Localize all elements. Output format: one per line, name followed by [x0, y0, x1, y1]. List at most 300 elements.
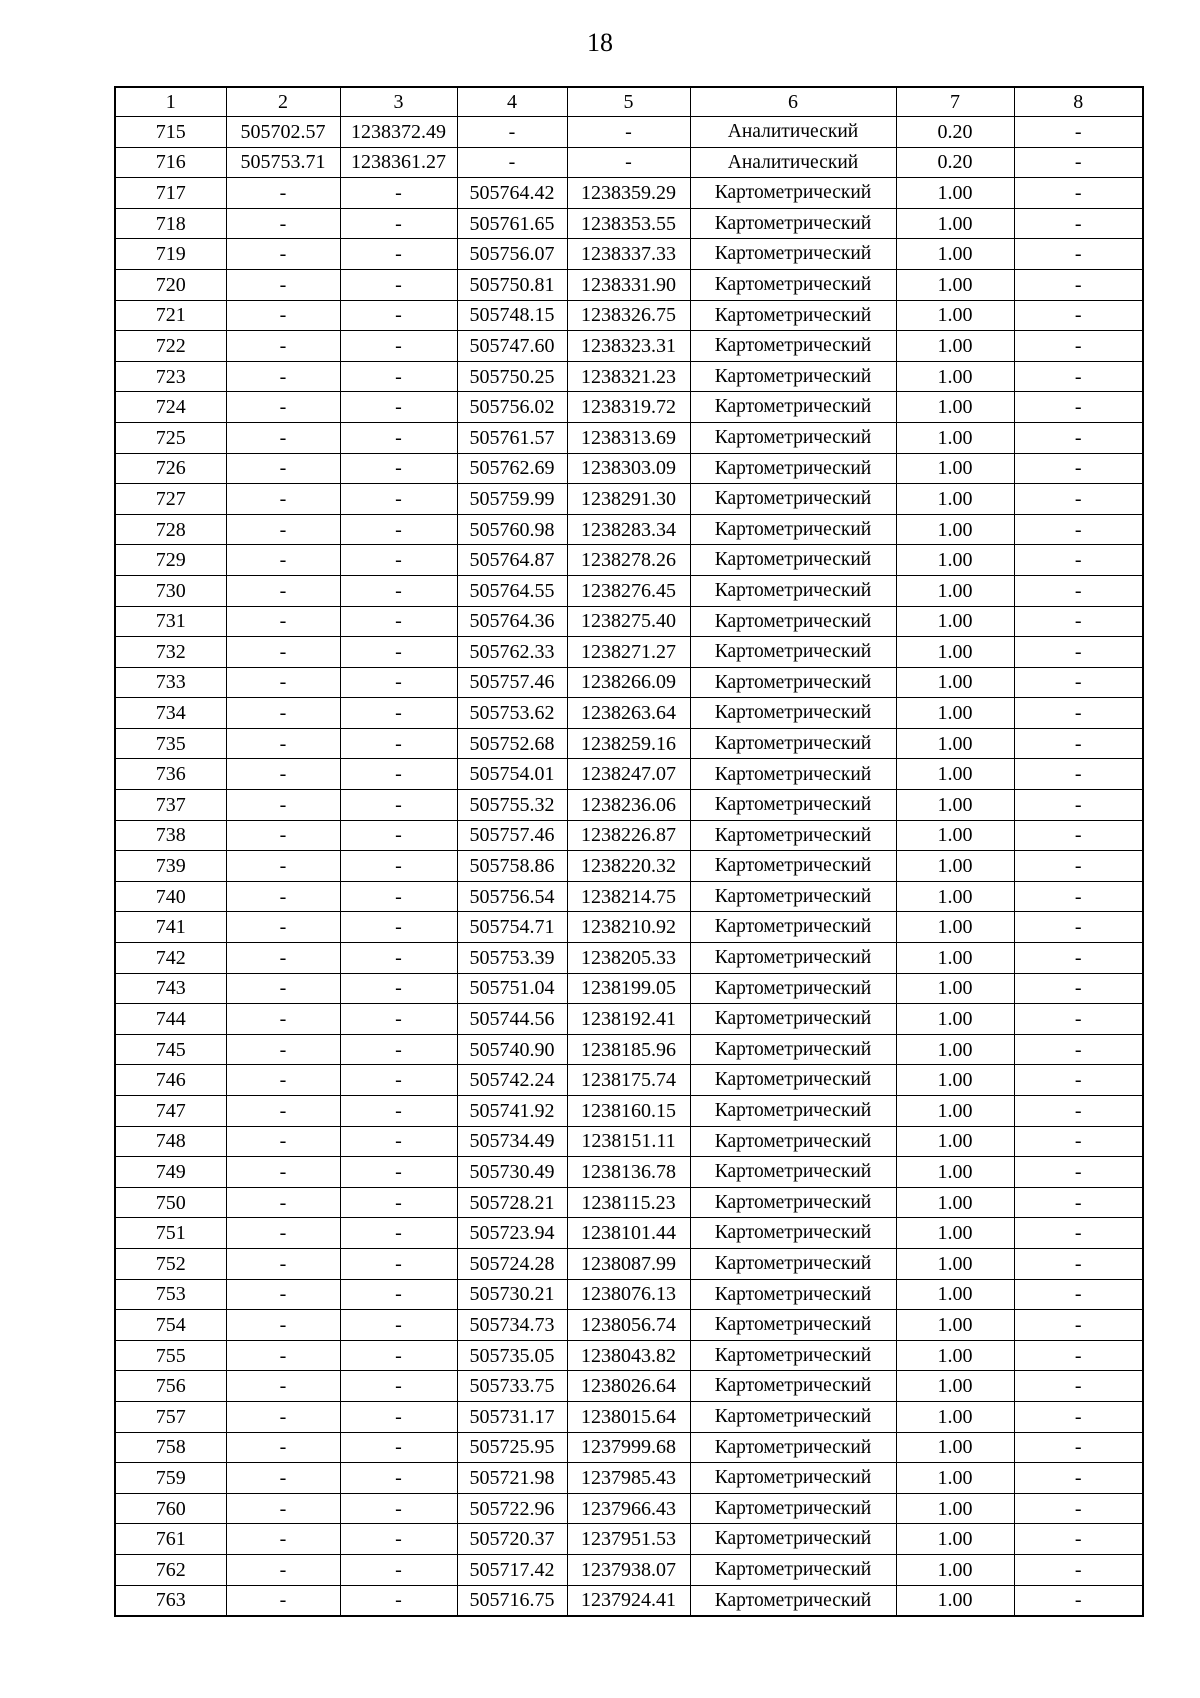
cell-col-1: 738	[115, 820, 226, 851]
cell-col-6: Картометрический	[690, 1096, 896, 1127]
cell-col-4: 505760.98	[457, 514, 567, 545]
cell-col-7: 0.20	[896, 117, 1014, 148]
cell-col-1: 727	[115, 484, 226, 515]
table-row	[115, 790, 1143, 821]
cell-col-2: -	[226, 1004, 340, 1035]
cell-col-5: 1238226.87	[567, 820, 690, 851]
cell-col-3: -	[340, 728, 457, 759]
cell-col-8: -	[1014, 1371, 1143, 1402]
cell-col-2: -	[226, 790, 340, 821]
cell-col-8: -	[1014, 790, 1143, 821]
cell-col-8: -	[1014, 1554, 1143, 1585]
cell-col-5: -	[567, 147, 690, 178]
cell-col-8: -	[1014, 973, 1143, 1004]
cell-col-7: 1.00	[896, 1279, 1014, 1310]
cell-col-6: Картометрический	[690, 575, 896, 606]
cell-col-1: 723	[115, 361, 226, 392]
cell-col-7: 1.00	[896, 239, 1014, 270]
cell-col-7: 1.00	[896, 943, 1014, 974]
cell-col-3: -	[340, 820, 457, 851]
cell-col-8: -	[1014, 698, 1143, 729]
cell-col-6: Картометрический	[690, 1065, 896, 1096]
cell-col-7: 1.00	[896, 575, 1014, 606]
cell-col-8: -	[1014, 1401, 1143, 1432]
cell-col-2: -	[226, 1157, 340, 1188]
cell-col-8: -	[1014, 117, 1143, 148]
cell-col-3: -	[340, 667, 457, 698]
cell-col-2: -	[226, 1524, 340, 1555]
cell-col-3: -	[340, 1218, 457, 1249]
cell-col-4: 505764.87	[457, 545, 567, 576]
cell-col-2: -	[226, 1218, 340, 1249]
cell-col-1: 741	[115, 912, 226, 943]
cell-col-5: 1237966.43	[567, 1493, 690, 1524]
cell-col-1: 733	[115, 667, 226, 698]
cell-col-5: 1238303.09	[567, 453, 690, 484]
cell-col-2: -	[226, 453, 340, 484]
cell-col-3: -	[340, 1034, 457, 1065]
cell-col-6: Картометрический	[690, 453, 896, 484]
cell-col-7: 1.00	[896, 269, 1014, 300]
cell-col-4: 505733.75	[457, 1371, 567, 1402]
cell-col-8: -	[1014, 1493, 1143, 1524]
cell-col-2: -	[226, 973, 340, 1004]
table-row	[115, 881, 1143, 912]
cell-col-3: -	[340, 1524, 457, 1555]
cell-col-7: 1.00	[896, 698, 1014, 729]
cell-col-1: 720	[115, 269, 226, 300]
cell-col-4: 505764.42	[457, 178, 567, 209]
cell-col-2: -	[226, 1126, 340, 1157]
cell-col-8: -	[1014, 912, 1143, 943]
cell-col-2: -	[226, 759, 340, 790]
cell-col-5: 1237924.41	[567, 1585, 690, 1616]
cell-col-2: -	[226, 484, 340, 515]
table-row	[115, 1340, 1143, 1371]
cell-col-6: Картометрический	[690, 300, 896, 331]
cell-col-1: 757	[115, 1401, 226, 1432]
cell-col-4: 505757.46	[457, 667, 567, 698]
cell-col-1: 754	[115, 1310, 226, 1341]
cell-col-2: -	[226, 300, 340, 331]
cell-col-1: 716	[115, 147, 226, 178]
cell-col-4: 505742.24	[457, 1065, 567, 1096]
coordinates-table	[114, 86, 1144, 1617]
column-header-2: 2	[226, 87, 340, 117]
cell-col-3: 1238372.49	[340, 117, 457, 148]
table-row	[115, 820, 1143, 851]
cell-col-4: 505744.56	[457, 1004, 567, 1035]
cell-col-5: 1237938.07	[567, 1554, 690, 1585]
cell-col-7: 1.00	[896, 1065, 1014, 1096]
cell-col-2: 505753.71	[226, 147, 340, 178]
cell-col-4: 505723.94	[457, 1218, 567, 1249]
cell-col-1: 724	[115, 392, 226, 423]
cell-col-6: Картометрический	[690, 331, 896, 362]
cell-col-6: Картометрический	[690, 1126, 896, 1157]
table-row	[115, 269, 1143, 300]
cell-col-3: -	[340, 606, 457, 637]
cell-col-4: 505724.28	[457, 1248, 567, 1279]
cell-col-2: -	[226, 1096, 340, 1127]
cell-col-1: 740	[115, 881, 226, 912]
cell-col-7: 1.00	[896, 1096, 1014, 1127]
table-row	[115, 1554, 1143, 1585]
cell-col-7: 1.00	[896, 667, 1014, 698]
cell-col-1: 748	[115, 1126, 226, 1157]
cell-col-5: 1238175.74	[567, 1065, 690, 1096]
table-row	[115, 422, 1143, 453]
cell-col-7: 1.00	[896, 545, 1014, 576]
cell-col-4: -	[457, 117, 567, 148]
cell-col-5: 1238199.05	[567, 973, 690, 1004]
cell-col-4: 505716.75	[457, 1585, 567, 1616]
cell-col-5: 1238136.78	[567, 1157, 690, 1188]
cell-col-4: 505731.17	[457, 1401, 567, 1432]
cell-col-4: 505754.01	[457, 759, 567, 790]
cell-col-1: 718	[115, 208, 226, 239]
cell-col-2: -	[226, 1279, 340, 1310]
cell-col-2: -	[226, 881, 340, 912]
cell-col-5: 1238115.23	[567, 1187, 690, 1218]
cell-col-6: Картометрический	[690, 208, 896, 239]
cell-col-3: -	[340, 514, 457, 545]
cell-col-6: Картометрический	[690, 759, 896, 790]
cell-col-4: 505756.02	[457, 392, 567, 423]
cell-col-5: 1238205.33	[567, 943, 690, 974]
table-row	[115, 912, 1143, 943]
cell-col-7: 1.00	[896, 178, 1014, 209]
cell-col-8: -	[1014, 269, 1143, 300]
cell-col-1: 749	[115, 1157, 226, 1188]
cell-col-3: -	[340, 637, 457, 668]
cell-col-6: Аналитический	[690, 117, 896, 148]
cell-col-1: 726	[115, 453, 226, 484]
cell-col-8: -	[1014, 820, 1143, 851]
cell-col-7: 1.00	[896, 484, 1014, 515]
cell-col-4: 505759.99	[457, 484, 567, 515]
cell-col-8: -	[1014, 392, 1143, 423]
cell-col-4: -	[457, 147, 567, 178]
cell-col-5: 1237985.43	[567, 1463, 690, 1494]
cell-col-4: 505764.36	[457, 606, 567, 637]
cell-col-8: -	[1014, 1157, 1143, 1188]
cell-col-6: Картометрический	[690, 239, 896, 270]
cell-col-8: -	[1014, 1432, 1143, 1463]
cell-col-2: -	[226, 575, 340, 606]
table-row	[115, 1218, 1143, 1249]
cell-col-5: 1238043.82	[567, 1340, 690, 1371]
cell-col-2: -	[226, 269, 340, 300]
cell-col-4: 505750.25	[457, 361, 567, 392]
cell-col-7: 1.00	[896, 1187, 1014, 1218]
cell-col-3: -	[340, 759, 457, 790]
cell-col-2: -	[226, 851, 340, 882]
table-row	[115, 117, 1143, 148]
cell-col-8: -	[1014, 239, 1143, 270]
cell-col-4: 505735.05	[457, 1340, 567, 1371]
cell-col-3: -	[340, 331, 457, 362]
cell-col-4: 505751.04	[457, 973, 567, 1004]
cell-col-8: -	[1014, 1096, 1143, 1127]
table-row	[115, 514, 1143, 545]
cell-col-6: Картометрический	[690, 1340, 896, 1371]
cell-col-5: 1238283.34	[567, 514, 690, 545]
cell-col-7: 1.00	[896, 912, 1014, 943]
table-row	[115, 575, 1143, 606]
table-row	[115, 392, 1143, 423]
cell-col-2: -	[226, 1187, 340, 1218]
cell-col-6: Картометрический	[690, 514, 896, 545]
cell-col-1: 734	[115, 698, 226, 729]
cell-col-2: -	[226, 361, 340, 392]
cell-col-5: 1238353.55	[567, 208, 690, 239]
cell-col-4: 505717.42	[457, 1554, 567, 1585]
table-row	[115, 147, 1143, 178]
cell-col-5: 1238185.96	[567, 1034, 690, 1065]
cell-col-4: 505758.86	[457, 851, 567, 882]
table-row	[115, 178, 1143, 209]
cell-col-8: -	[1014, 1279, 1143, 1310]
cell-col-5: 1238101.44	[567, 1218, 690, 1249]
cell-col-3: -	[340, 545, 457, 576]
cell-col-4: 505757.46	[457, 820, 567, 851]
cell-col-2: -	[226, 1248, 340, 1279]
cell-col-3: -	[340, 178, 457, 209]
table-row	[115, 1401, 1143, 1432]
cell-col-4: 505728.21	[457, 1187, 567, 1218]
table-row	[115, 606, 1143, 637]
cell-col-5: 1238331.90	[567, 269, 690, 300]
table-body	[115, 117, 1143, 1617]
cell-col-2: -	[226, 912, 340, 943]
table-row	[115, 1585, 1143, 1616]
cell-col-8: -	[1014, 1585, 1143, 1616]
cell-col-2: -	[226, 1340, 340, 1371]
cell-col-1: 735	[115, 728, 226, 759]
cell-col-2: -	[226, 208, 340, 239]
cell-col-4: 505734.49	[457, 1126, 567, 1157]
cell-col-1: 731	[115, 606, 226, 637]
cell-col-7: 1.00	[896, 820, 1014, 851]
cell-col-4: 505755.32	[457, 790, 567, 821]
table-row	[115, 484, 1143, 515]
cell-col-6: Картометрический	[690, 1524, 896, 1555]
table-row	[115, 1126, 1143, 1157]
cell-col-4: 505734.73	[457, 1310, 567, 1341]
page-number: 18	[587, 28, 613, 57]
cell-col-7: 1.00	[896, 1004, 1014, 1035]
cell-col-3: -	[340, 1554, 457, 1585]
cell-col-6: Картометрический	[690, 943, 896, 974]
table-row	[115, 1034, 1143, 1065]
cell-col-3: -	[340, 422, 457, 453]
cell-col-1: 715	[115, 117, 226, 148]
cell-col-7: 1.00	[896, 1218, 1014, 1249]
cell-col-2: -	[226, 331, 340, 362]
table-row	[115, 728, 1143, 759]
column-header-1: 1	[115, 87, 226, 117]
cell-col-7: 0.20	[896, 147, 1014, 178]
cell-col-4: 505730.49	[457, 1157, 567, 1188]
cell-col-3: -	[340, 1248, 457, 1279]
cell-col-6: Аналитический	[690, 147, 896, 178]
cell-col-1: 759	[115, 1463, 226, 1494]
table-row	[115, 208, 1143, 239]
cell-col-1: 755	[115, 1340, 226, 1371]
cell-col-6: Картометрический	[690, 637, 896, 668]
cell-col-6: Картометрический	[690, 912, 896, 943]
cell-col-3: -	[340, 943, 457, 974]
cell-col-1: 753	[115, 1279, 226, 1310]
cell-col-5: 1238076.13	[567, 1279, 690, 1310]
cell-col-5: 1238210.92	[567, 912, 690, 943]
cell-col-5: 1238275.40	[567, 606, 690, 637]
cell-col-3: -	[340, 1340, 457, 1371]
cell-col-2: -	[226, 178, 340, 209]
cell-col-8: -	[1014, 361, 1143, 392]
cell-col-2: -	[226, 545, 340, 576]
cell-col-7: 1.00	[896, 1371, 1014, 1402]
table-row	[115, 1524, 1143, 1555]
cell-col-2: -	[226, 1371, 340, 1402]
cell-col-8: -	[1014, 484, 1143, 515]
cell-col-7: 1.00	[896, 1401, 1014, 1432]
cell-col-6: Картометрический	[690, 1187, 896, 1218]
cell-col-2: -	[226, 606, 340, 637]
cell-col-5: 1238337.33	[567, 239, 690, 270]
cell-col-7: 1.00	[896, 1585, 1014, 1616]
cell-col-3: -	[340, 361, 457, 392]
cell-col-5: 1238313.69	[567, 422, 690, 453]
cell-col-5: 1238247.07	[567, 759, 690, 790]
table-row	[115, 453, 1143, 484]
cell-col-7: 1.00	[896, 728, 1014, 759]
table-row	[115, 545, 1143, 576]
cell-col-8: -	[1014, 1218, 1143, 1249]
cell-col-5: 1238087.99	[567, 1248, 690, 1279]
cell-col-6: Картометрический	[690, 1248, 896, 1279]
cell-col-1: 761	[115, 1524, 226, 1555]
cell-col-4: 505725.95	[457, 1432, 567, 1463]
cell-col-2: -	[226, 667, 340, 698]
cell-col-8: -	[1014, 1524, 1143, 1555]
cell-col-5: 1238326.75	[567, 300, 690, 331]
header-row	[115, 87, 1143, 117]
cell-col-2: -	[226, 1401, 340, 1432]
cell-col-5: 1238278.26	[567, 545, 690, 576]
cell-col-1: 717	[115, 178, 226, 209]
cell-col-1: 729	[115, 545, 226, 576]
table-row	[115, 1096, 1143, 1127]
cell-col-3: -	[340, 1187, 457, 1218]
cell-col-3: -	[340, 851, 457, 882]
cell-col-4: 505720.37	[457, 1524, 567, 1555]
cell-col-2: -	[226, 1463, 340, 1494]
cell-col-4: 505722.96	[457, 1493, 567, 1524]
cell-col-6: Картометрический	[690, 728, 896, 759]
cell-col-1: 722	[115, 331, 226, 362]
cell-col-3: -	[340, 1493, 457, 1524]
cell-col-4: 505761.57	[457, 422, 567, 453]
cell-col-1: 736	[115, 759, 226, 790]
cell-col-4: 505740.90	[457, 1034, 567, 1065]
cell-col-3: -	[340, 208, 457, 239]
table-row	[115, 239, 1143, 270]
cell-col-4: 505762.69	[457, 453, 567, 484]
cell-col-4: 505752.68	[457, 728, 567, 759]
cell-col-2: -	[226, 1554, 340, 1585]
cell-col-1: 747	[115, 1096, 226, 1127]
cell-col-3: -	[340, 575, 457, 606]
cell-col-8: -	[1014, 545, 1143, 576]
cell-col-1: 739	[115, 851, 226, 882]
cell-col-1: 732	[115, 637, 226, 668]
table-row	[115, 300, 1143, 331]
cell-col-8: -	[1014, 1310, 1143, 1341]
cell-col-7: 1.00	[896, 392, 1014, 423]
cell-col-6: Картометрический	[690, 1279, 896, 1310]
table-row	[115, 1248, 1143, 1279]
cell-col-8: -	[1014, 422, 1143, 453]
cell-col-6: Картометрический	[690, 484, 896, 515]
cell-col-5: 1238214.75	[567, 881, 690, 912]
table-row	[115, 973, 1143, 1004]
cell-col-8: -	[1014, 1034, 1143, 1065]
cell-col-1: 752	[115, 1248, 226, 1279]
cell-col-4: 505761.65	[457, 208, 567, 239]
cell-col-7: 1.00	[896, 1493, 1014, 1524]
cell-col-5: 1238319.72	[567, 392, 690, 423]
cell-col-4: 505721.98	[457, 1463, 567, 1494]
cell-col-7: 1.00	[896, 422, 1014, 453]
cell-col-8: -	[1014, 575, 1143, 606]
cell-col-4: 505750.81	[457, 269, 567, 300]
cell-col-6: Картометрический	[690, 698, 896, 729]
cell-col-2: -	[226, 943, 340, 974]
cell-col-8: -	[1014, 1187, 1143, 1218]
cell-col-4: 505753.39	[457, 943, 567, 974]
cell-col-3: -	[340, 1432, 457, 1463]
cell-col-3: -	[340, 1401, 457, 1432]
cell-col-8: -	[1014, 1340, 1143, 1371]
cell-col-3: -	[340, 1585, 457, 1616]
cell-col-6: Картометрический	[690, 1463, 896, 1494]
cell-col-7: 1.00	[896, 1034, 1014, 1065]
cell-col-7: 1.00	[896, 759, 1014, 790]
cell-col-6: Картометрический	[690, 178, 896, 209]
cell-col-2: -	[226, 422, 340, 453]
cell-col-8: -	[1014, 667, 1143, 698]
cell-col-3: 1238361.27	[340, 147, 457, 178]
cell-col-3: -	[340, 1004, 457, 1035]
cell-col-1: 760	[115, 1493, 226, 1524]
cell-col-1: 745	[115, 1034, 226, 1065]
table-row	[115, 331, 1143, 362]
column-header-7: 7	[896, 87, 1014, 117]
cell-col-6: Картометрический	[690, 820, 896, 851]
cell-col-7: 1.00	[896, 1340, 1014, 1371]
cell-col-8: -	[1014, 943, 1143, 974]
cell-col-3: -	[340, 1310, 457, 1341]
cell-col-8: -	[1014, 147, 1143, 178]
column-header-3: 3	[340, 87, 457, 117]
cell-col-3: -	[340, 300, 457, 331]
table-row	[115, 1371, 1143, 1402]
cell-col-3: -	[340, 453, 457, 484]
cell-col-5: 1237999.68	[567, 1432, 690, 1463]
cell-col-8: -	[1014, 637, 1143, 668]
